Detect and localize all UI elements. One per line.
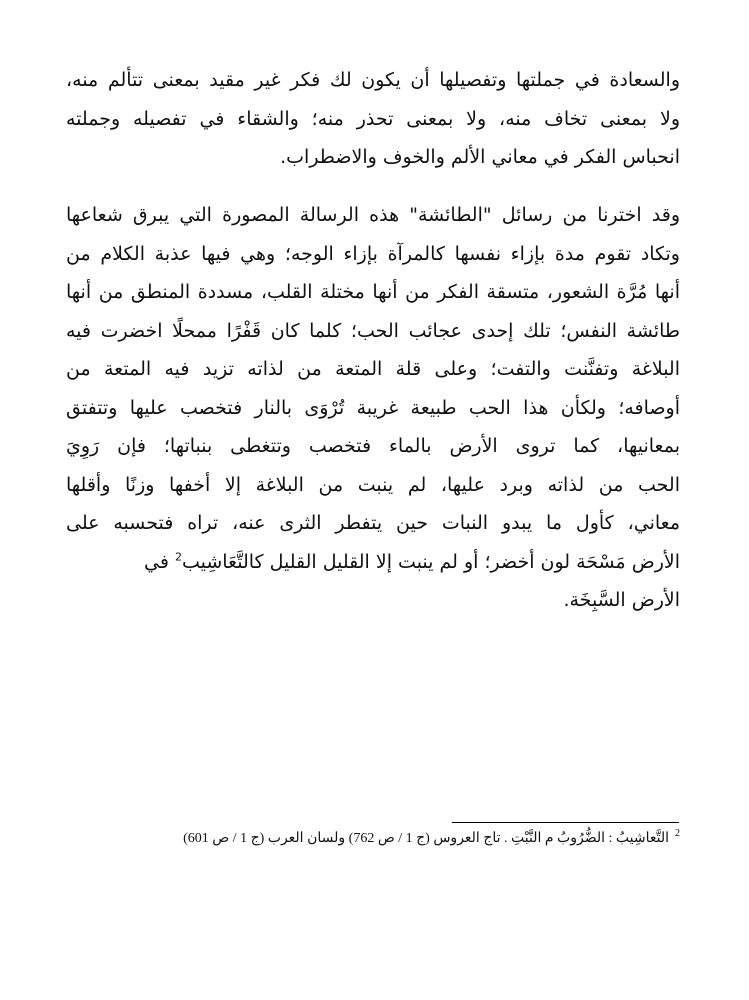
footnote-text: التَّعاشِيبُ : الضُّرُوبُ م النَّبْتِ . تاج العروس (ج 1 / ص 762) ولسان العرب (ج 1 / ص 601) [183, 831, 669, 846]
text-line: وقد اخترنا من رسائل "الطائشة" هذه الرسالة المصورة التي يبرق شعاعها [66, 204, 680, 226]
text-line: طائشة النفس؛ تلك إحدى عجائب الحب؛ كلما كان قَفْرًا ممحلًا اخضرت فيه [66, 319, 680, 342]
text-line: أوصافه؛ ولكأن هذا الحب طبيعة غريبة تُرْوَى بالنار فتخصب عليها وتتفتق [66, 396, 680, 419]
paragraph-2 [66, 196, 680, 620]
text-line-tail: في [143, 550, 175, 573]
text-line-part: الأرض مَسْحَة لون أخضر؛ أو لم ينبت إلا القليل القليل كالتَّعَاشِيب [181, 550, 680, 573]
text-line: معاني، كأول ما يبدو النبات حين يتفطر الثرى عنه، تراه فتحسبه على [66, 512, 680, 534]
text-line: البلاغة وتفنَّنت والتفت؛ وعلى قلة المتعة من لذاته تزيد فيه المتعة من [66, 358, 680, 380]
text-line-with-footnote-ref [66, 543, 680, 582]
text-line: الأرض السَّبِخَة. [563, 589, 680, 611]
text-line: بمعانيها، كما تروى الأرض بالماء فتخصب وتتغطى بنباتها؛ فإن رَوِيَ [66, 435, 680, 457]
text-line: الحب من لذاته وبرد عليها، لم ينبت من البلاغة إلا أخفها وزنًا وأقلها [66, 473, 680, 496]
footnote [66, 828, 680, 850]
footnote-separator [452, 822, 679, 823]
footnote-ref[interactable]: 2 [174, 550, 182, 564]
text-line: ولا بمعنى تخاف منه، ولا بمعنى تحذر منه؛ والشقاء في تفصيله وجملته [66, 107, 680, 130]
text-line: أنها مُرَّة الشعور، متسقة الفكر من أنها مختلة القلب، مسددة المنطق من أنها [66, 281, 680, 303]
paragraph-1 [66, 61, 680, 177]
footnote-number: 2 [675, 828, 680, 840]
text-line: انحباس الفكر في معاني الألم والخوف والاضطراب. [280, 146, 680, 168]
text-line: والسعادة في جملتها وتفصيلها أن يكون لك فكر غير مقيد بمعنى تتألم منه، [66, 69, 680, 91]
text-line: وتكاد تقوم مدة بإزاء نفسها كالمرآة بإزاء الوجه؛ وهي فيها عذبة الكلام من [66, 242, 680, 265]
